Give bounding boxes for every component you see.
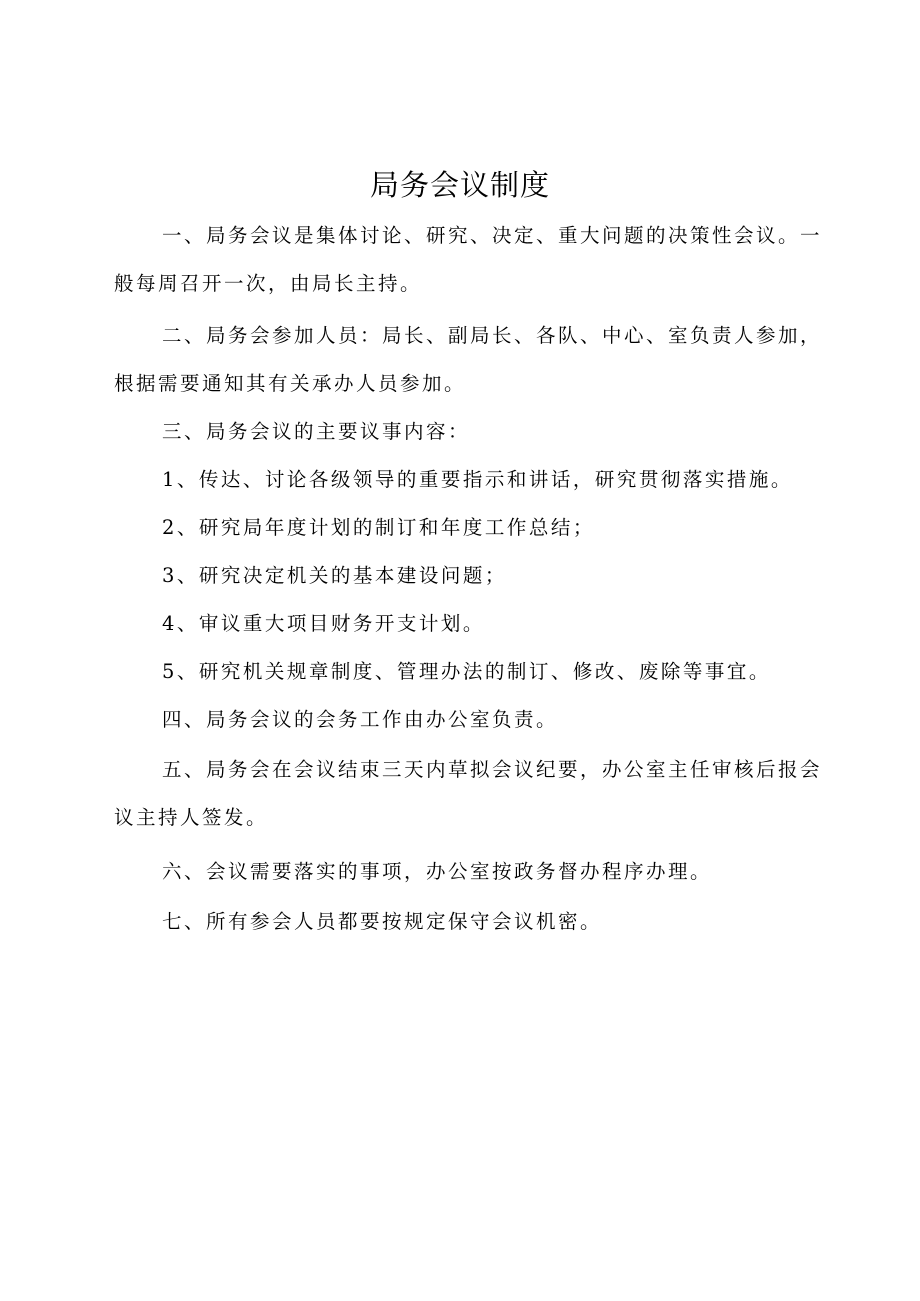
paragraph-7 bbox=[114, 898, 820, 946]
list-item-3 bbox=[114, 552, 820, 600]
document-title: 局务会议制度 bbox=[369, 168, 550, 202]
paragraph-3-line-1: 三、局务会议的主要议事内容： bbox=[162, 420, 471, 443]
paragraph-5 bbox=[114, 746, 823, 842]
list-item-4 bbox=[114, 600, 820, 648]
list-item-1 bbox=[114, 456, 820, 504]
paragraph-3 bbox=[114, 408, 820, 456]
paragraph-5-line-1: 五、局务会在会议结束三天内草拟会议纪要，办公室主任审核后报会 bbox=[162, 758, 823, 781]
paragraph-7-line-1: 七、所有参会人员都要按规定保守会议机密。 bbox=[162, 910, 603, 933]
paragraph-1-line-2: 般每周召开一次，由局长主持。 bbox=[114, 272, 423, 295]
paragraph-5-line-2: 议主持人签发。 bbox=[114, 806, 269, 829]
list-item-2-text: 2、研究局年度计划的制订和年度工作总结； bbox=[162, 516, 595, 539]
paragraph-6 bbox=[114, 848, 820, 896]
paragraph-2-line-1: 二、局务会参加人员：局长、副局长、各队、中心、室负责人参加， bbox=[162, 324, 823, 347]
list-item-5-text: 5、研究机关规章制度、管理办法的制订、修改、废除等事宜。 bbox=[162, 660, 771, 683]
paragraph-4 bbox=[114, 696, 820, 744]
list-item-1-text: 1、传达、讨论各级领导的重要指示和讲话，研究贯彻落实措施。 bbox=[162, 468, 793, 491]
paragraph-6-line-1: 六、会议需要落实的事项，办公室按政务督办程序办理。 bbox=[162, 860, 713, 883]
list-item-2 bbox=[114, 504, 820, 552]
paragraph-2-line-2: 根据需要通知其有关承办人员参加。 bbox=[114, 372, 467, 395]
list-item-4-text: 4、审议重大项目财务开支计划。 bbox=[162, 612, 485, 635]
paragraph-1-line-1: 一、局务会议是集体讨论、研究、决定、重大问题的决策性会议。一 bbox=[162, 224, 823, 247]
list-item-3-text: 3、研究决定机关的基本建设问题； bbox=[162, 564, 507, 587]
paragraph-2 bbox=[114, 312, 823, 408]
paragraph-4-line-1: 四、局务会议的会务工作由办公室负责。 bbox=[162, 708, 559, 731]
paragraph-1 bbox=[114, 212, 823, 308]
list-item-5 bbox=[114, 648, 820, 696]
